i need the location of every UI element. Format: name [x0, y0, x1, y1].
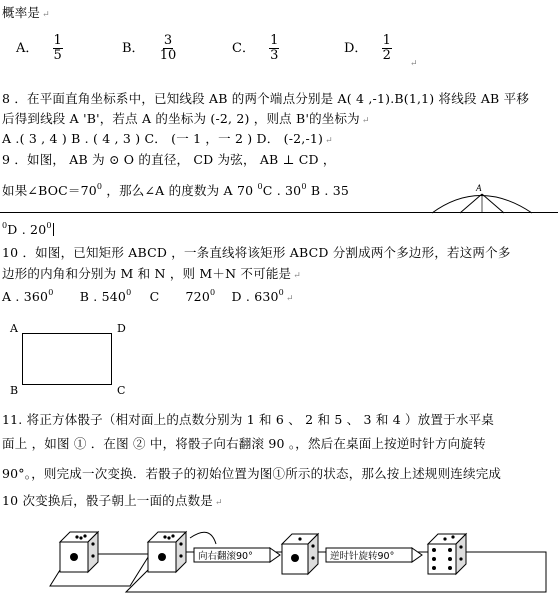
- q9-text-d20: D . 20: [7, 222, 47, 237]
- die-4: [428, 534, 466, 574]
- q11-line1: 11. 将正方体骰子（相对面上的点数分别为 1 和 6 、 2 和 5 、 3 和 4 ）放置于水平桌: [2, 412, 494, 427]
- q10-option-d: D . 630: [231, 289, 279, 304]
- q10-option-a: A . 360: [2, 289, 49, 304]
- option-c: [232, 34, 279, 63]
- dice-figure: [30, 526, 554, 594]
- arrow-rotate-ccw: [326, 548, 422, 562]
- q8-line1: 8 ．在平面直角坐标系中，已知线段 AB 的两个端点分别是 A( 4 ,-1).B(1,1) 将线段 AB 平移: [2, 91, 530, 106]
- option-b: [122, 34, 177, 63]
- return-mark: ↵: [410, 59, 418, 69]
- degree-sup: 0: [48, 288, 54, 297]
- degree-sup: 0: [278, 288, 284, 297]
- die-3: [282, 534, 318, 574]
- fraction: [159, 34, 178, 63]
- degree-sup: 0: [2, 221, 8, 230]
- option-label: D．: [344, 41, 368, 56]
- denominator: 3: [270, 48, 279, 63]
- rect-label-c: C: [117, 384, 126, 397]
- degree-sup: 0: [209, 288, 216, 297]
- return-mark: ↵: [293, 271, 301, 281]
- return-mark: ↵: [42, 10, 50, 20]
- fraction: [382, 34, 392, 63]
- return-mark: ↵: [285, 294, 294, 304]
- degree-sup: 0: [257, 182, 263, 191]
- q11-line3: 90°。，则完成一次变换．若骰子的初始位置为图①所示的状态，那么按上述规则连续完成: [2, 466, 502, 481]
- q10-option-c: C: [149, 289, 160, 304]
- q9-text-b: ，那么∠A 的度数为 A 70: [106, 183, 254, 198]
- return-mark: ↵: [325, 136, 333, 146]
- option-a: [16, 34, 63, 63]
- q9-line3: [2, 222, 54, 237]
- fraction: [53, 34, 63, 63]
- fraction: [269, 34, 279, 63]
- q10-option-b: B . 540: [79, 289, 127, 304]
- q11-line4-text: 10 次变换后，骰子朝上一面的点数是: [2, 493, 213, 508]
- rect-label-a: A: [10, 322, 18, 335]
- header-text: [2, 3, 50, 21]
- degree-sup: 0: [301, 182, 307, 191]
- denominator: 10: [159, 48, 177, 63]
- numerator: 3: [163, 33, 173, 48]
- q10-option-c-value: 720: [185, 289, 210, 304]
- die-1: [60, 532, 98, 572]
- option-label: C．: [232, 41, 255, 56]
- return-mark: ↵: [361, 116, 370, 126]
- q10-line2: [2, 264, 301, 282]
- q11-line4: [2, 491, 223, 509]
- q9-text-c: C . 30: [262, 183, 302, 198]
- point-a-label: A: [476, 183, 482, 193]
- rectangle-abcd: [22, 333, 112, 385]
- q9-text-a: 如果∠BOC＝70: [2, 183, 97, 198]
- degree-sup: 0: [96, 182, 103, 191]
- numerator: 1: [382, 33, 391, 48]
- option-label: A．: [16, 41, 39, 56]
- die-2: [148, 532, 186, 572]
- q10-line2-text: 边形的内角和分别为 M 和 N ，则 M＋N 不可能是: [2, 266, 292, 281]
- header-label: 概率是: [2, 5, 41, 20]
- q8-line3-text: A .( 3 , 4 ) B . ( 4 , 3 ) C． (一 1 ，一 2 ) D． (-2,-1): [2, 131, 324, 146]
- q8-line3: [2, 129, 333, 147]
- q8-line2: [2, 109, 370, 127]
- arrow2-label: 逆时针旋转90°: [330, 551, 395, 562]
- numerator: 1: [53, 33, 62, 48]
- rect-label-b: B: [10, 384, 19, 397]
- circle-figure: [420, 182, 558, 214]
- option-d: [344, 34, 418, 69]
- return-mark: ↵: [214, 498, 223, 508]
- q9-line1: 9 ．如图， AB 为 ⊙ O 的直径， CD 为弦， AB ⊥ CD ，: [2, 152, 336, 167]
- denominator: 5: [53, 48, 62, 63]
- numerator: 1: [270, 33, 279, 48]
- degree-sup: 0: [46, 221, 52, 230]
- arrow1-label: 向右翻滚90°: [198, 551, 253, 562]
- q8-line2-text: 后得到线段 A 'B'，若点 A 的坐标为 (-2, 2) ，则点 B'的坐标为: [2, 111, 360, 126]
- denominator: 2: [382, 48, 391, 63]
- arrow-roll-right: [190, 532, 280, 562]
- q10-options: [2, 289, 294, 304]
- option-label: B．: [122, 41, 145, 56]
- q10-line1: 10 ．如图，已知矩形 ABCD ，一条直线将该矩形 ABCD 分割成两个多边形，若这两个多: [2, 245, 511, 260]
- q11-line2: 面上 ，如图 ① ．在图 ② 中，将骰子向右翻滚 90 。，然后在桌面上按逆时针方向旋转: [2, 436, 486, 451]
- q9-text-d: B . 35: [310, 183, 350, 198]
- degree-sup: 0: [126, 288, 132, 297]
- rect-label-d: D: [117, 322, 126, 335]
- q9-line2: [2, 181, 349, 199]
- text-cursor: [53, 223, 54, 236]
